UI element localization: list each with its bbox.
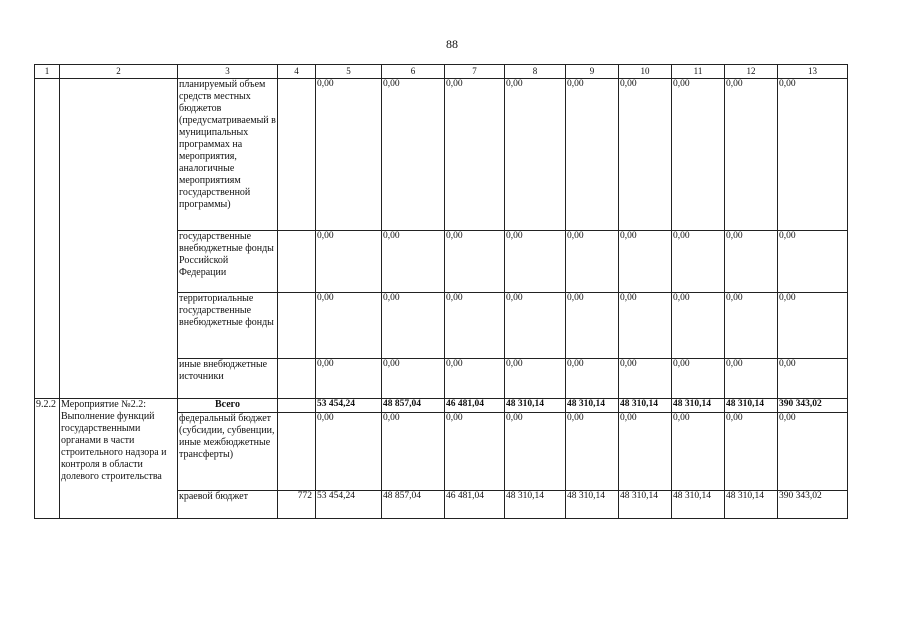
- amount-cell: 0,00: [672, 413, 725, 491]
- budget-code-cell: 772: [278, 491, 316, 519]
- amount-cell: 48 310,14: [505, 399, 566, 413]
- amount-cell: 0,00: [566, 413, 619, 491]
- funding-source-label: федеральный бюджет (субсидии, субвенции, иные межбюджетные трансферты): [178, 413, 278, 491]
- table-row: [35, 399, 848, 413]
- amount-cell: 0,00: [672, 359, 725, 399]
- event-number: 9.2.2: [35, 399, 60, 519]
- amount-cell: 0,00: [316, 359, 382, 399]
- budget-code-cell: [278, 413, 316, 491]
- amount-cell: 0,00: [505, 359, 566, 399]
- column-header: 6: [382, 65, 445, 79]
- continued-number-cell: [35, 79, 60, 399]
- continued-event-cell: [60, 79, 178, 399]
- table-body: [35, 65, 848, 519]
- amount-cell: 0,00: [778, 231, 848, 293]
- column-header: 10: [619, 65, 672, 79]
- amount-cell: 0,00: [445, 359, 505, 399]
- funding-source-label: Всего: [178, 399, 278, 413]
- amount-cell: 48 310,14: [566, 399, 619, 413]
- amount-cell: 0,00: [445, 79, 505, 231]
- amount-cell: 53 454,24: [316, 491, 382, 519]
- amount-cell: 0,00: [619, 293, 672, 359]
- amount-cell: 0,00: [619, 359, 672, 399]
- amount-cell: 0,00: [316, 413, 382, 491]
- amount-cell: 390 343,02: [778, 399, 848, 413]
- amount-cell: 48 310,14: [725, 399, 778, 413]
- amount-cell: 48 857,04: [382, 491, 445, 519]
- amount-cell: 48 310,14: [619, 399, 672, 413]
- funding-source-label: государственные внебюджетные фонды Российской Федерации: [178, 231, 278, 293]
- column-header: 4: [278, 65, 316, 79]
- amount-cell: 53 454,24: [316, 399, 382, 413]
- amount-cell: 0,00: [505, 231, 566, 293]
- column-header: 9: [566, 65, 619, 79]
- budget-code-cell: [278, 399, 316, 413]
- amount-cell: 0,00: [619, 231, 672, 293]
- amount-cell: 0,00: [445, 293, 505, 359]
- column-header: 2: [60, 65, 178, 79]
- amount-cell: 0,00: [566, 359, 619, 399]
- page-number: 88: [446, 37, 458, 51]
- amount-cell: 390 343,02: [778, 491, 848, 519]
- amount-cell: 48 310,14: [505, 491, 566, 519]
- amount-cell: 0,00: [725, 359, 778, 399]
- funding-source-label: иные внебюджетные источники: [178, 359, 278, 399]
- amount-cell: 0,00: [316, 231, 382, 293]
- column-number-row: [35, 65, 848, 79]
- amount-cell: 0,00: [672, 293, 725, 359]
- amount-cell: 0,00: [382, 413, 445, 491]
- table-row: [35, 79, 848, 231]
- column-header: 5: [316, 65, 382, 79]
- amount-cell: 0,00: [778, 293, 848, 359]
- funding-source-label: краевой бюджет: [178, 491, 278, 519]
- amount-cell: 0,00: [672, 231, 725, 293]
- amount-cell: 0,00: [725, 79, 778, 231]
- amount-cell: 48 310,14: [725, 491, 778, 519]
- column-header: 13: [778, 65, 848, 79]
- amount-cell: 48 857,04: [382, 399, 445, 413]
- amount-cell: 46 481,04: [445, 399, 505, 413]
- amount-cell: 0,00: [778, 413, 848, 491]
- column-header: 3: [178, 65, 278, 79]
- column-header: 12: [725, 65, 778, 79]
- amount-cell: 0,00: [619, 79, 672, 231]
- amount-cell: 0,00: [445, 231, 505, 293]
- amount-cell: 0,00: [382, 231, 445, 293]
- amount-cell: 46 481,04: [445, 491, 505, 519]
- amount-cell: 48 310,14: [672, 399, 725, 413]
- amount-cell: 0,00: [725, 293, 778, 359]
- amount-cell: 0,00: [725, 413, 778, 491]
- amount-cell: 0,00: [672, 79, 725, 231]
- amount-cell: 0,00: [445, 413, 505, 491]
- amount-cell: 0,00: [505, 79, 566, 231]
- document-sheet: [34, 64, 848, 519]
- amount-cell: 48 310,14: [566, 491, 619, 519]
- amount-cell: 0,00: [382, 293, 445, 359]
- amount-cell: 48 310,14: [672, 491, 725, 519]
- amount-cell: 0,00: [382, 79, 445, 231]
- amount-cell: 0,00: [619, 413, 672, 491]
- funding-source-label: территориальные государственные внебюджетные фонды: [178, 293, 278, 359]
- column-header: 7: [445, 65, 505, 79]
- amount-cell: 0,00: [505, 293, 566, 359]
- amount-cell: 0,00: [778, 79, 848, 231]
- amount-cell: 0,00: [566, 293, 619, 359]
- amount-cell: 0,00: [725, 231, 778, 293]
- amount-cell: 0,00: [316, 79, 382, 231]
- column-header: 1: [35, 65, 60, 79]
- amount-cell: 0,00: [566, 231, 619, 293]
- amount-cell: 0,00: [382, 359, 445, 399]
- budget-code-cell: [278, 231, 316, 293]
- budget-code-cell: [278, 79, 316, 231]
- event-title: Мероприятие №2.2: Выполнение функций государственными органами в части строительного надзора и контроля в области долевого строительства: [60, 399, 178, 519]
- amount-cell: 0,00: [566, 79, 619, 231]
- funding-source-label: планируемый объем средств местных бюджетов (предусматриваемый в муниципальных программах на мероприятия, аналогичные мероприятиям государственной программы): [178, 79, 278, 231]
- amount-cell: 48 310,14: [619, 491, 672, 519]
- amount-cell: 0,00: [505, 413, 566, 491]
- budget-code-cell: [278, 359, 316, 399]
- amount-cell: 0,00: [778, 359, 848, 399]
- budget-code-cell: [278, 293, 316, 359]
- funding-table: [34, 64, 848, 519]
- column-header: 8: [505, 65, 566, 79]
- amount-cell: 0,00: [316, 293, 382, 359]
- column-header: 11: [672, 65, 725, 79]
